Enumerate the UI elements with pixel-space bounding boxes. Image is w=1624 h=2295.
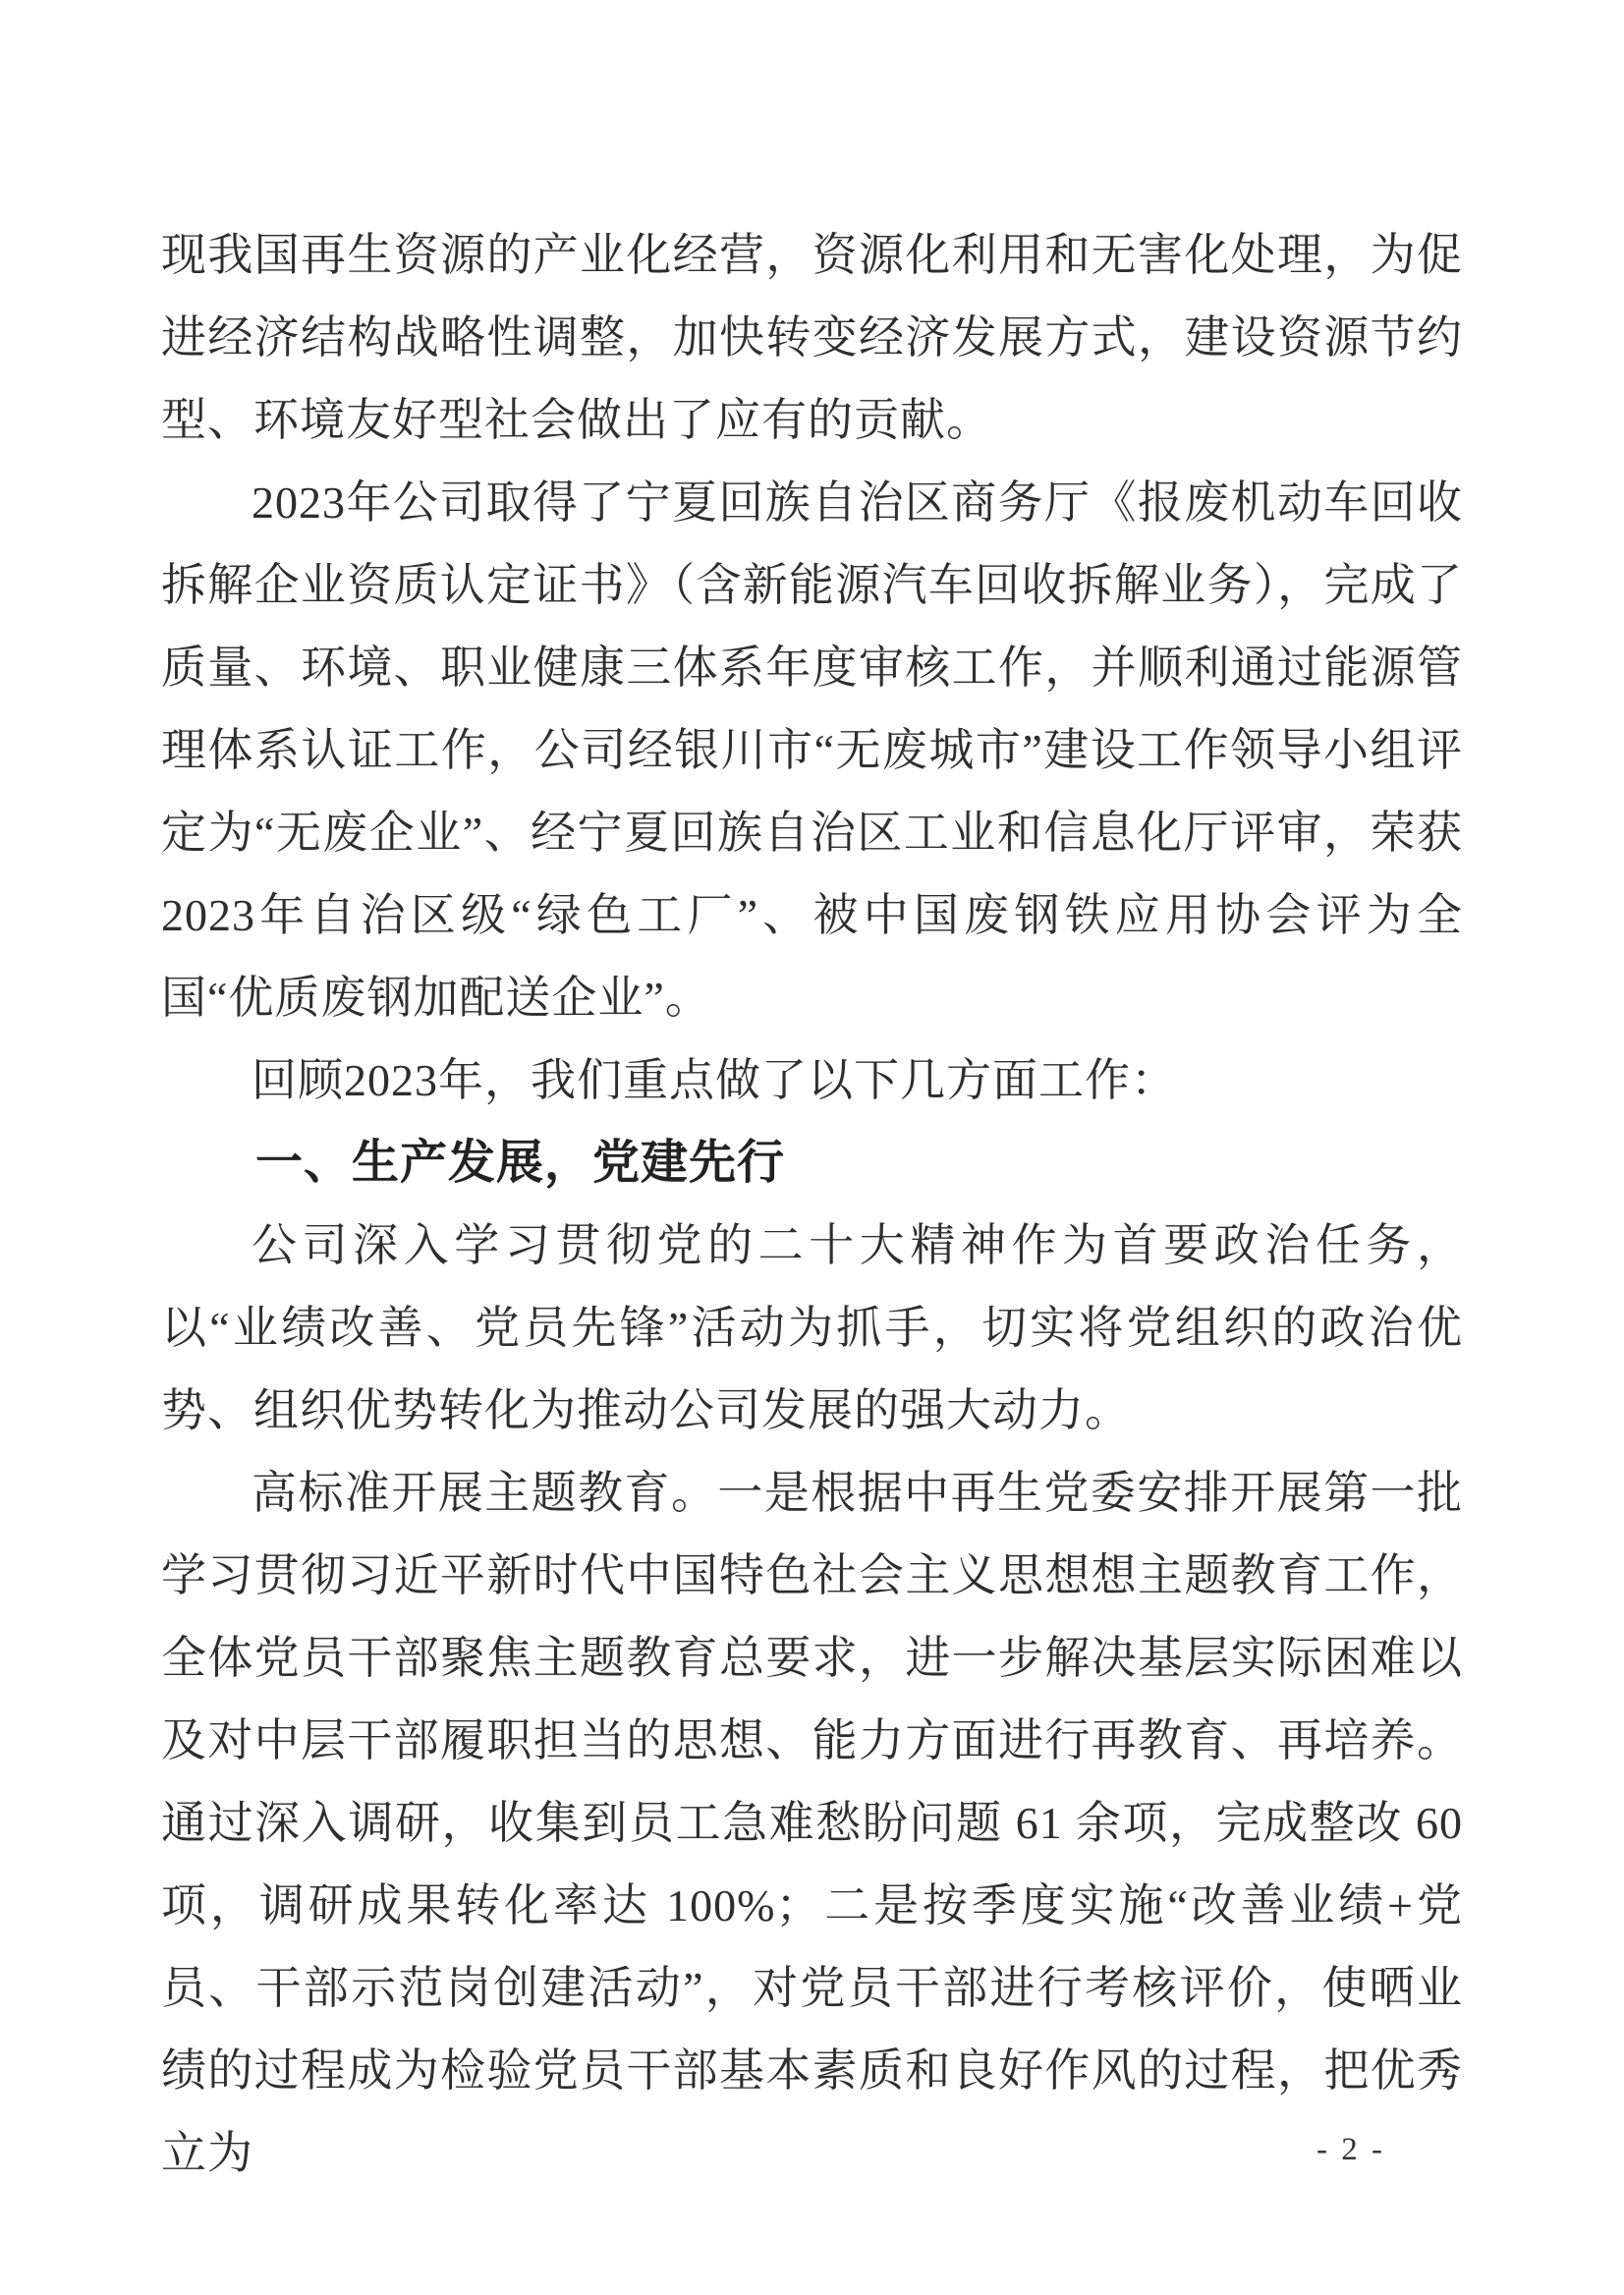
page-body-text [161, 214, 1463, 2195]
paragraph-2023-certifications: 2023年公司取得了宁夏回族自治区商务厅《报废机动车回收拆解企业资质认定证书》（含新能源汽车回收拆解业务），完成了质量、环境、职业健康三体系年度审核工作，并顺利通过能源管理体系认证工作，公司经银川市“无废城市”建设工作领导小组评定为“无废企业”、经宁夏回族自治区工业和信息化厅评审，荣获2023年自治区级“绿色工厂”、被中国废钢铁应用协会评为全国“优质废钢加配送企业”。 [161, 477, 1463, 1023]
paragraph-theme-education: 高标准开展主题教育。一是根据中再生党委安排开展第一批学习贯彻习近平新时代中国特色社会主义思想想主题教育工作，全体党员干部聚焦主题教育总要求，进一步解决基层实际困难以及对中层干部履职担当的思想、能力方面进行再教育、再培养。通过深入调研，收集到员工急难愁盼问题 61 余项，完成整改 60 项，调研成果转化率达 100%；二是按季度实施“改善业绩+党员、干部示范岗创建活动”，对党员干部进行考核评价，使晒业绩的过程成为检验党员干部基本素质和良好作风的过程，把优秀立为 [161, 1468, 1464, 2178]
page-number: - 2 - [1316, 2132, 1385, 2167]
paragraph-party-study: 公司深入学习贯彻党的二十大精神作为首要政治任务，以“业绩改善、党员先锋”活动为抓手，切实将党组织的政治优势、组织优势转化为推动公司发展的强大动力。 [161, 1220, 1463, 1435]
paragraph-review-intro: 回顾2023年，我们重点做了以下几方面工作： [252, 1055, 1177, 1105]
section-heading-1: 一、生产发展，党建先行 [255, 1137, 786, 1189]
paragraph-continuation: 现我国再生资源的产业化经营，资源化利用和无害化处理，为促进经济结构战略性调整，加快转变经济发展方式，建设资源节约型、环境友好型社会做出了应有的贡献。 [161, 230, 1463, 445]
